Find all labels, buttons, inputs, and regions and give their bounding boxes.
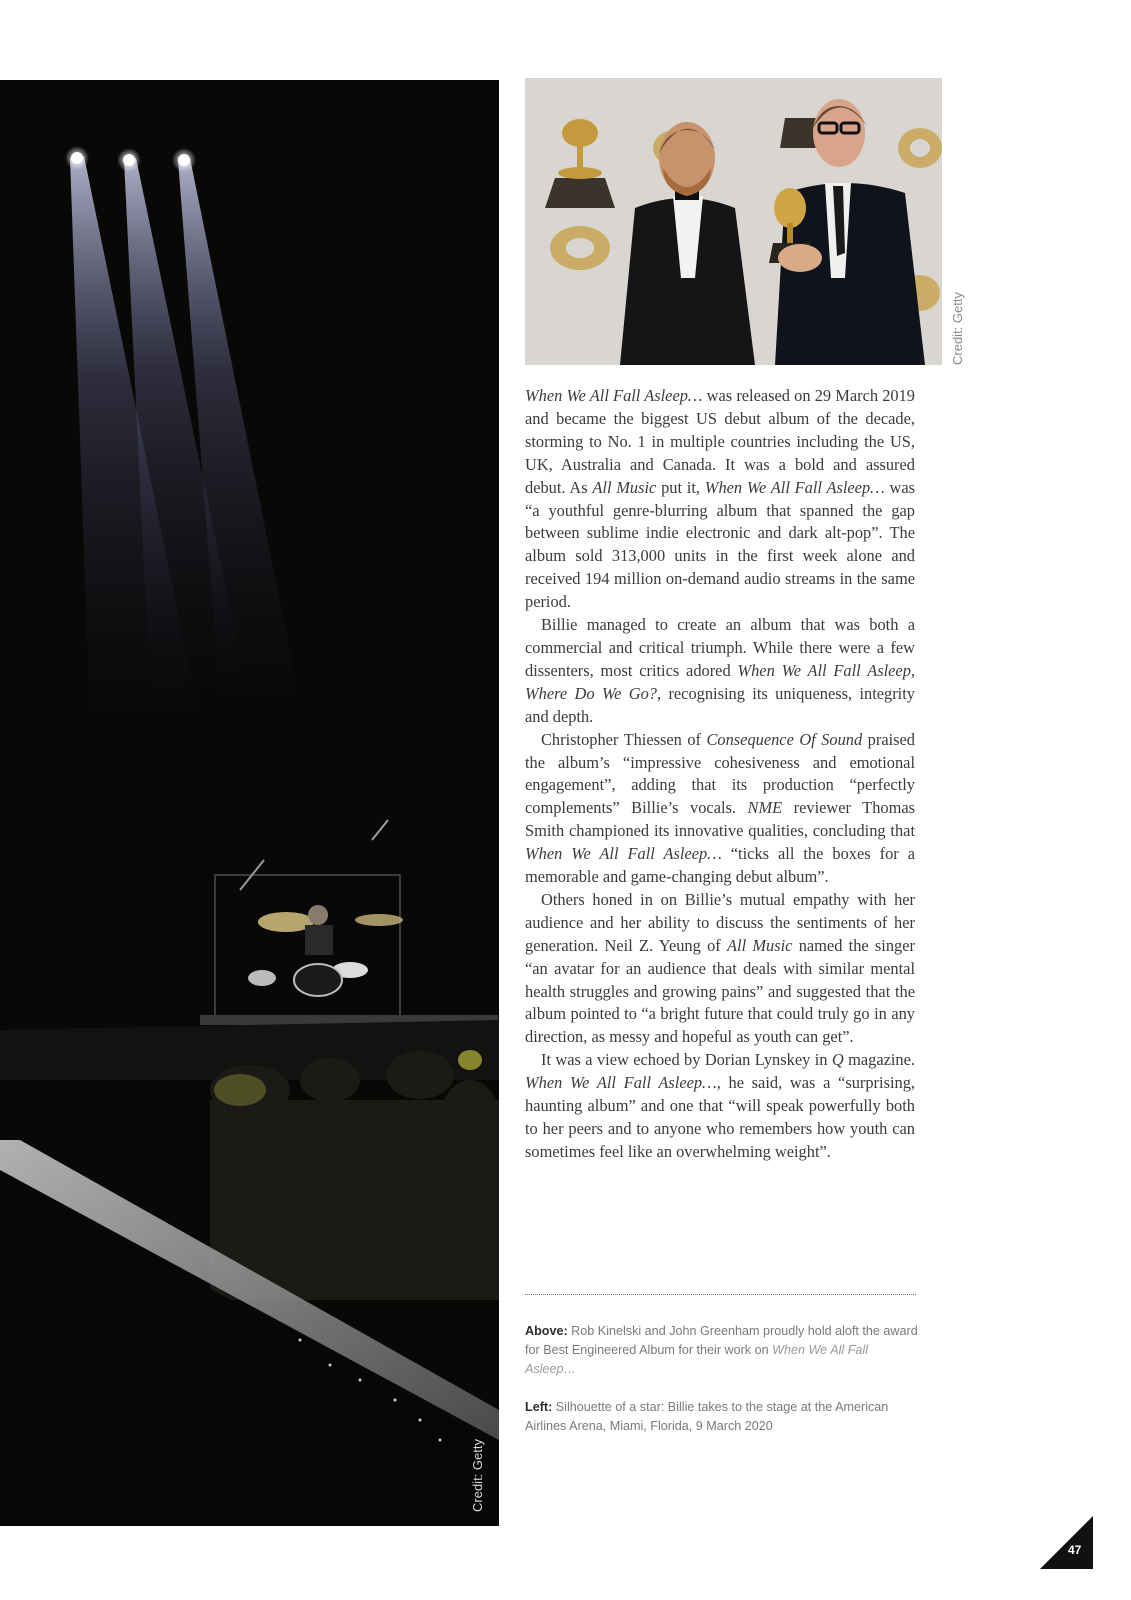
paragraph-4: Others honed in on Billie’s mutual empathy with her audience and her ability to discuss the sentiments of her generation. Neil Z. Yeung of All Music named the singer “an avatar for an audience that deals with similar mental health struggles and growing pains” and suggested that the album pointed to “a bright future that could truly go in any direction, as messy and hopeful as youth can get”. <box>525 889 915 1047</box>
caption-left: Left: Silhouette of a star: Billie takes to the stage at the American Airlines Arena, Miami, Florida, 9 March 2020 <box>525 1400 889 1433</box>
top-photo-credit: Credit: Getty <box>950 292 965 365</box>
award-photo <box>525 78 942 365</box>
concert-stage-illustration <box>0 80 499 1526</box>
concert-photo <box>0 80 499 1526</box>
article-body <box>525 385 915 1164</box>
award-winners-illustration <box>525 78 942 365</box>
page-corner-triangle <box>1040 1516 1093 1569</box>
caption-divider <box>525 1294 916 1295</box>
caption-above: Above: Rob Kinelski and John Greenham proudly hold aloft the award for Best Engineered Album for their work on When We All Fall Asleep… <box>525 1324 918 1376</box>
paragraph-3: Christopher Thiessen of Consequence Of Sound praised the album’s “impressive cohesiveness and emotional engagement”, adding that its production “perfectly complements” Billie’s vocals. NME reviewer Thomas Smith championed its innovative qualities, concluding that When We All Fall Asleep… “ticks all the boxes for a memorable and game-changing debut album”. <box>525 729 915 887</box>
page-number: 47 <box>1068 1543 1082 1557</box>
paragraph-2: Billie managed to create an album that was both a commercial and critical triumph. While there were a few dissenters, most critics adored When We All Fall Asleep, Where Do We Go?, recognising its uniqueness, integrity and depth. <box>525 615 916 726</box>
paragraph-5: It was a view echoed by Dorian Lynskey in Q magazine. When We All Fall Asleep…, he said, was a “surprising, haunting album” and one that “will speak powerfully both to her peers and to anyone who remembers how youth can sometimes feel like an overwhelming weight”. <box>525 1050 915 1161</box>
left-photo-credit: Credit: Getty <box>470 1439 485 1512</box>
paragraph-1: When We All Fall Asleep… was released on 29 March 2019 and became the biggest US debut album of the decade, storming to No. 1 in multiple countries including the US, UK, Australia and Canada. It was a bold and assured debut. As All Music put it, When We All Fall Asleep… was “a youthful genre-blurring album that spanned the gap between sublime indie electronic and dark alt-pop”. The album sold 313,000 units in the first week alone and received 194 million on-demand audio streams in the same period. <box>525 386 915 612</box>
